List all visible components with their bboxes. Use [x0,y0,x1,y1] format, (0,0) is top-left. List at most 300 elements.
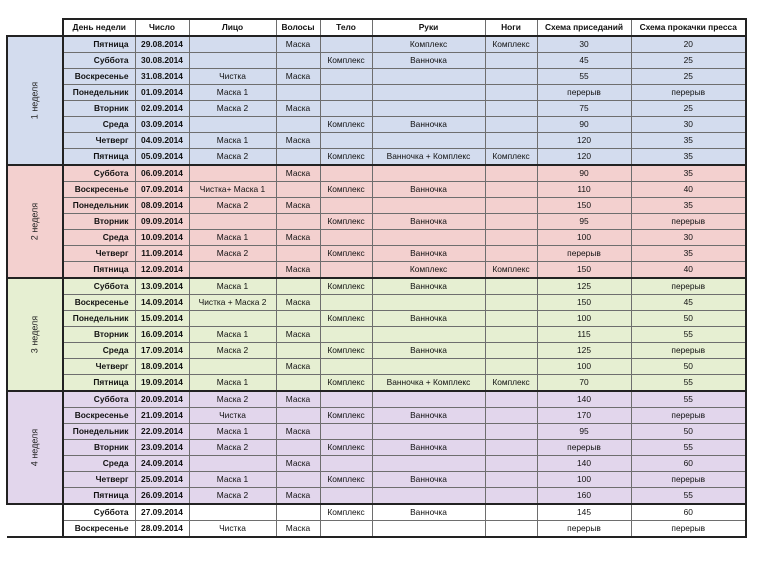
cell-body [320,262,372,279]
cell-squats: 125 [537,278,631,295]
cell-legs [485,69,537,85]
cell-hair [276,472,320,488]
cell-hands [372,327,485,343]
cell-face: Маска 2 [189,101,276,117]
cell-face: Маска 2 [189,198,276,214]
table-row [7,182,746,198]
cell-hair [276,504,320,521]
cell-abs: 55 [631,391,746,408]
table-row [7,117,746,133]
cell-date: 31.08.2014 [135,69,189,85]
cell-squats: 100 [537,359,631,375]
cell-date: 20.09.2014 [135,391,189,408]
cell-hands [372,424,485,440]
cell-abs: 55 [631,375,746,392]
cell-hair: Маска [276,327,320,343]
cell-face [189,165,276,182]
header-day: День недели [63,19,135,36]
cell-face: Маска 2 [189,246,276,262]
cell-legs [485,424,537,440]
week-label [7,278,63,391]
cell-hair: Маска [276,101,320,117]
header-row [7,19,746,36]
table-row [7,230,746,246]
table-row [7,165,746,182]
cell-body [320,69,372,85]
schedule-body [7,36,746,537]
cell-date: 22.09.2014 [135,424,189,440]
cell-body [320,295,372,311]
cell-date: 01.09.2014 [135,85,189,101]
cell-squats: перерыв [537,440,631,456]
cell-legs [485,214,537,230]
cell-day: Вторник [63,327,135,343]
cell-face: Маска 2 [189,440,276,456]
cell-legs [485,133,537,149]
cell-body: Комплекс [320,504,372,521]
cell-body: Комплекс [320,311,372,327]
cell-body: Комплекс [320,408,372,424]
cell-hair [276,149,320,166]
table-row [7,343,746,359]
cell-date: 21.09.2014 [135,408,189,424]
cell-hair: Маска [276,391,320,408]
cell-squats: 100 [537,311,631,327]
cell-hands: Ванночка [372,117,485,133]
cell-body: Комплекс [320,278,372,295]
cell-body [320,327,372,343]
cell-day: Четверг [63,472,135,488]
cell-face: Маска 1 [189,375,276,392]
cell-hands [372,230,485,246]
cell-hands: Ванночка [372,53,485,69]
cell-hair [276,408,320,424]
cell-legs [485,85,537,101]
cell-abs: перерыв [631,521,746,538]
cell-face: Чистка [189,408,276,424]
cell-body [320,133,372,149]
cell-face: Маска 2 [189,343,276,359]
cell-day: Воскресенье [63,295,135,311]
cell-date: 03.09.2014 [135,117,189,133]
cell-squats: 150 [537,198,631,214]
cell-squats: перерыв [537,521,631,538]
cell-date: 24.09.2014 [135,456,189,472]
cell-face [189,456,276,472]
cell-legs [485,198,537,214]
cell-day: Четверг [63,359,135,375]
cell-hair: Маска [276,133,320,149]
cell-date: 29.08.2014 [135,36,189,53]
cell-hands [372,85,485,101]
cell-abs: 35 [631,165,746,182]
cell-squats: 75 [537,101,631,117]
cell-squats: 120 [537,133,631,149]
cell-hair: Маска [276,69,320,85]
cell-hands: Комплекс [372,262,485,279]
cell-legs [485,117,537,133]
cell-date: 06.09.2014 [135,165,189,182]
cell-squats: 70 [537,375,631,392]
cell-hands: Ванночка + Комплекс [372,149,485,166]
cell-date: 25.09.2014 [135,472,189,488]
cell-abs: 55 [631,440,746,456]
cell-abs: 25 [631,69,746,85]
cell-face [189,53,276,69]
cell-hands: Комплекс [372,36,485,53]
header-hands: Руки [372,19,485,36]
cell-body: Комплекс [320,472,372,488]
cell-legs: Комплекс [485,375,537,392]
cell-day: Понедельник [63,198,135,214]
cell-legs [485,456,537,472]
cell-abs: 60 [631,456,746,472]
cell-legs [485,440,537,456]
cell-face [189,117,276,133]
cell-face: Маска 1 [189,85,276,101]
table-row [7,391,746,408]
cell-abs: перерыв [631,408,746,424]
cell-squats: 110 [537,182,631,198]
week-label [7,391,63,504]
table-row [7,149,746,166]
cell-hands: Ванночка [372,408,485,424]
cell-hair: Маска [276,198,320,214]
cell-face [189,262,276,279]
header-squats: Схема приседаний [537,19,631,36]
cell-body: Комплекс [320,440,372,456]
cell-abs: 35 [631,246,746,262]
cell-hands [372,198,485,214]
cell-legs [485,182,537,198]
table-row [7,440,746,456]
cell-face: Чистка+ Маска 1 [189,182,276,198]
cell-day: Воскресенье [63,521,135,538]
week-column-header [7,19,63,36]
cell-squats: 125 [537,343,631,359]
cell-body [320,521,372,538]
cell-hands [372,359,485,375]
cell-body [320,488,372,505]
week-label-text: 3 неделя [29,315,40,354]
cell-date: 14.09.2014 [135,295,189,311]
cell-legs [485,488,537,505]
cell-squats: 170 [537,408,631,424]
cell-legs [485,343,537,359]
cell-day: Суббота [63,278,135,295]
cell-legs [485,472,537,488]
table-row [7,456,746,472]
cell-abs: 20 [631,36,746,53]
cell-day: Вторник [63,214,135,230]
cell-body [320,230,372,246]
cell-date: 23.09.2014 [135,440,189,456]
cell-hands [372,69,485,85]
cell-date: 16.09.2014 [135,327,189,343]
cell-abs: 25 [631,101,746,117]
cell-date: 11.09.2014 [135,246,189,262]
cell-day: Среда [63,117,135,133]
cell-hair: Маска [276,36,320,53]
cell-hair: Маска [276,424,320,440]
header-hair: Волосы [276,19,320,36]
cell-legs [485,230,537,246]
cell-hair: Маска [276,230,320,246]
table-row [7,424,746,440]
cell-date: 05.09.2014 [135,149,189,166]
cell-date: 13.09.2014 [135,278,189,295]
cell-hands [372,488,485,505]
cell-squats: 120 [537,149,631,166]
cell-face: Маска 1 [189,230,276,246]
cell-day: Среда [63,456,135,472]
cell-face: Маска 2 [189,488,276,505]
cell-abs: 50 [631,424,746,440]
cell-face [189,359,276,375]
table-row [7,375,746,392]
cell-date: 09.09.2014 [135,214,189,230]
cell-hands [372,521,485,538]
cell-legs [485,311,537,327]
cell-hands: Ванночка [372,440,485,456]
cell-hair [276,278,320,295]
cell-abs: 30 [631,230,746,246]
cell-day: Воскресенье [63,69,135,85]
cell-hair [276,246,320,262]
cell-legs [485,359,537,375]
cell-abs: перерыв [631,472,746,488]
cell-squats: 45 [537,53,631,69]
cell-legs: Комплекс [485,149,537,166]
cell-abs: 60 [631,504,746,521]
table-row [7,36,746,53]
cell-squats: 95 [537,424,631,440]
week-label [7,36,63,165]
table-row [7,521,746,538]
cell-hands: Ванночка [372,343,485,359]
cell-face [189,214,276,230]
cell-squats: 30 [537,36,631,53]
cell-squats: 55 [537,69,631,85]
cell-day: Понедельник [63,424,135,440]
table-row [7,198,746,214]
cell-hands: Ванночка + Комплекс [372,375,485,392]
cell-legs [485,246,537,262]
cell-hands: Ванночка [372,472,485,488]
cell-legs [485,295,537,311]
cell-squats: 95 [537,214,631,230]
cell-hands: Ванночка [372,504,485,521]
cell-hair: Маска [276,262,320,279]
empty-week-cell [7,521,63,538]
cell-body: Комплекс [320,343,372,359]
cell-day: Суббота [63,391,135,408]
header-body: Тело [320,19,372,36]
cell-hair [276,53,320,69]
cell-squats: 145 [537,504,631,521]
header-date: Число [135,19,189,36]
cell-legs [485,521,537,538]
cell-body: Комплекс [320,246,372,262]
cell-hair [276,117,320,133]
cell-body: Комплекс [320,53,372,69]
cell-face [189,36,276,53]
cell-day: Пятница [63,262,135,279]
cell-day: Понедельник [63,85,135,101]
cell-face: Маска 2 [189,149,276,166]
cell-day: Суббота [63,53,135,69]
cell-legs [485,504,537,521]
week-label [7,165,63,278]
cell-legs [485,391,537,408]
cell-squats: 115 [537,327,631,343]
cell-face: Маска 1 [189,327,276,343]
cell-abs: 40 [631,262,746,279]
table-row [7,504,746,521]
cell-hands: Ванночка [372,214,485,230]
cell-legs [485,408,537,424]
cell-hair [276,375,320,392]
cell-day: Суббота [63,504,135,521]
cell-hands [372,165,485,182]
cell-day: Четверг [63,246,135,262]
cell-hands [372,133,485,149]
cell-face [189,504,276,521]
cell-body [320,101,372,117]
cell-abs: 50 [631,311,746,327]
cell-abs: 55 [631,488,746,505]
cell-date: 04.09.2014 [135,133,189,149]
cell-body [320,36,372,53]
cell-face: Маска 1 [189,133,276,149]
table-row [7,311,746,327]
table-row [7,262,746,279]
cell-body: Комплекс [320,117,372,133]
cell-squats: перерыв [537,85,631,101]
cell-legs [485,53,537,69]
cell-hair [276,85,320,101]
cell-abs: 40 [631,182,746,198]
cell-squats: 100 [537,472,631,488]
table-row [7,53,746,69]
cell-hands [372,295,485,311]
week-label-text: 1 неделя [29,81,40,120]
table-row [7,278,746,295]
table-row [7,488,746,505]
cell-abs: перерыв [631,278,746,295]
schedule-table [6,18,747,538]
header-face: Лицо [189,19,276,36]
cell-date: 18.09.2014 [135,359,189,375]
cell-hair [276,311,320,327]
schedule-sheet [6,18,747,538]
cell-face [189,311,276,327]
cell-body: Комплекс [320,375,372,392]
cell-abs: 55 [631,327,746,343]
cell-body [320,165,372,182]
cell-day: Пятница [63,375,135,392]
table-row [7,408,746,424]
cell-squats: 150 [537,262,631,279]
cell-date: 02.09.2014 [135,101,189,117]
cell-abs: перерыв [631,343,746,359]
cell-face: Маска 2 [189,391,276,408]
cell-body [320,359,372,375]
cell-body [320,424,372,440]
cell-squats: 160 [537,488,631,505]
cell-hands [372,101,485,117]
table-row [7,69,746,85]
empty-week-cell [7,504,63,521]
cell-day: Четверг [63,133,135,149]
table-row [7,295,746,311]
cell-abs: 35 [631,149,746,166]
cell-body [320,456,372,472]
cell-day: Пятница [63,149,135,166]
cell-hands: Ванночка [372,182,485,198]
cell-hands: Ванночка [372,311,485,327]
week-label-text: 2 неделя [29,202,40,241]
table-row [7,246,746,262]
cell-hair [276,182,320,198]
cell-abs: 30 [631,117,746,133]
cell-legs [485,278,537,295]
cell-squats: 90 [537,117,631,133]
week-label-text: 4 неделя [29,428,40,467]
cell-abs: 35 [631,198,746,214]
cell-day: Пятница [63,36,135,53]
cell-legs: Комплекс [485,262,537,279]
cell-hair [276,440,320,456]
cell-hair: Маска [276,165,320,182]
cell-hair: Маска [276,359,320,375]
cell-hair: Маска [276,295,320,311]
table-row [7,85,746,101]
cell-squats: 100 [537,230,631,246]
cell-hands: Ванночка [372,246,485,262]
cell-hair [276,343,320,359]
table-row [7,214,746,230]
cell-day: Среда [63,230,135,246]
cell-hair [276,214,320,230]
cell-date: 07.09.2014 [135,182,189,198]
header-abs: Схема прокачки пресса [631,19,746,36]
cell-face: Маска 1 [189,472,276,488]
cell-legs [485,165,537,182]
table-row [7,101,746,117]
cell-squats: 150 [537,295,631,311]
table-row [7,133,746,149]
cell-body: Комплекс [320,214,372,230]
cell-date: 28.09.2014 [135,521,189,538]
cell-abs: 25 [631,53,746,69]
cell-date: 30.08.2014 [135,53,189,69]
table-row [7,327,746,343]
cell-date: 08.09.2014 [135,198,189,214]
cell-day: Вторник [63,440,135,456]
cell-hair: Маска [276,456,320,472]
cell-date: 10.09.2014 [135,230,189,246]
cell-day: Понедельник [63,311,135,327]
cell-legs [485,101,537,117]
cell-face: Чистка + Маска 2 [189,295,276,311]
cell-squats: 90 [537,165,631,182]
cell-date: 26.09.2014 [135,488,189,505]
cell-hands [372,391,485,408]
cell-day: Пятница [63,488,135,505]
cell-body [320,391,372,408]
cell-face: Маска 1 [189,278,276,295]
